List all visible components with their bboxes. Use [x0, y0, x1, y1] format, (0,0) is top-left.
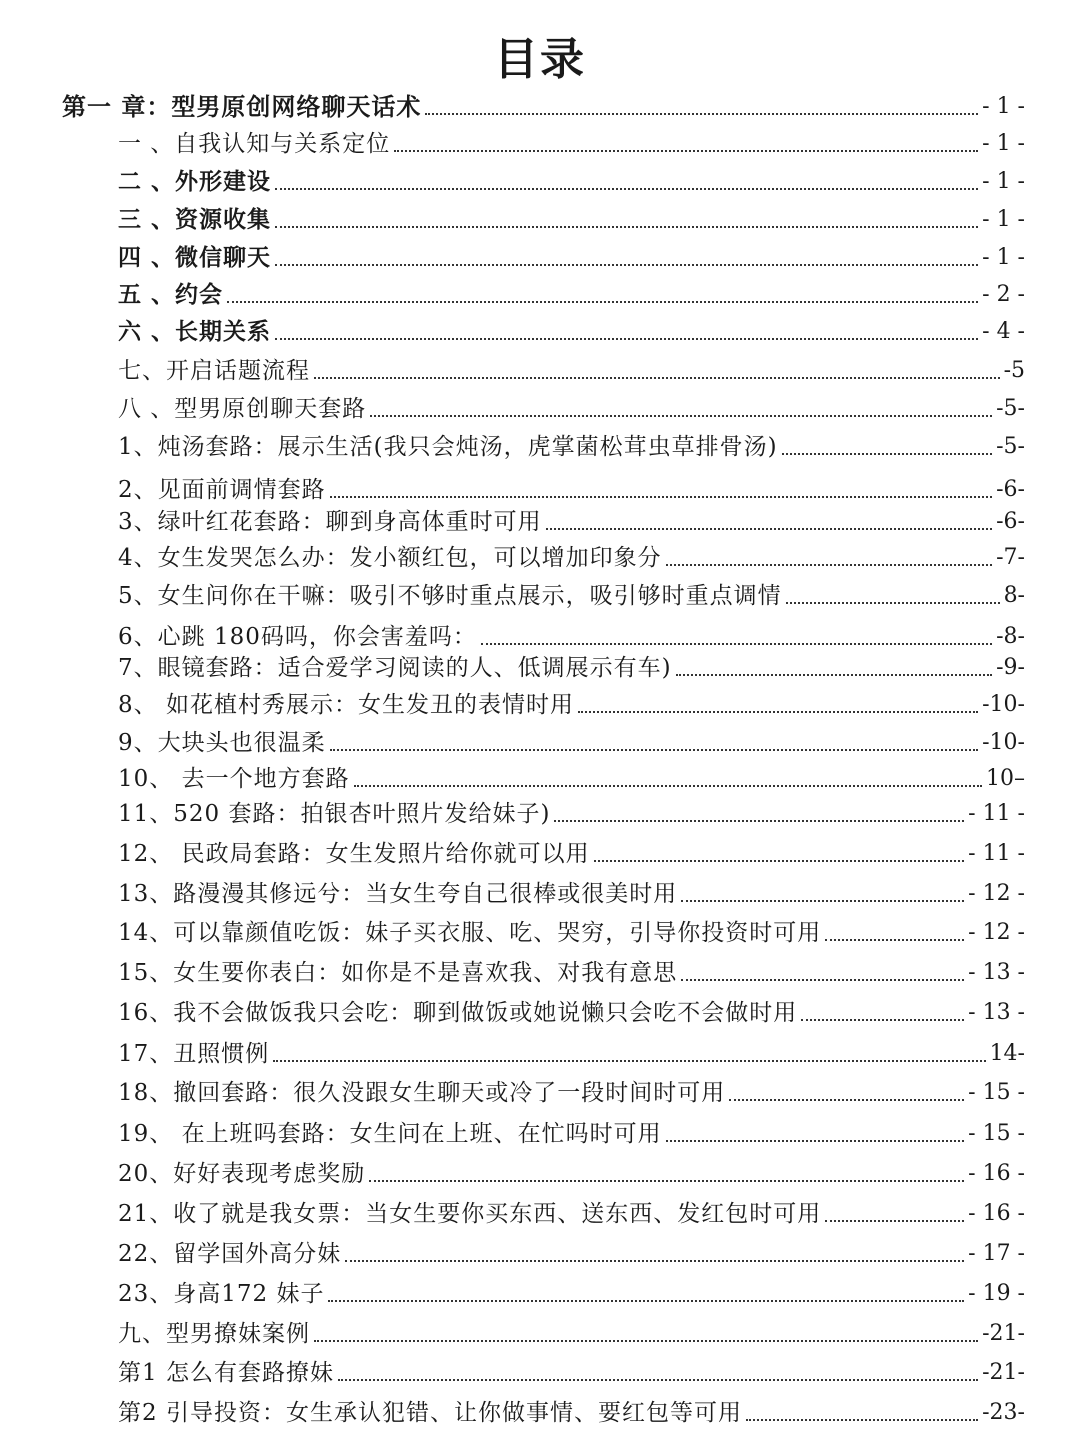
toc-entry-label: 15、女生要你表白：如你是不是喜欢我、对我有意思 [118, 960, 678, 986]
dot-leader [275, 226, 978, 228]
toc-entry-page: -7- [996, 545, 1025, 570]
toc-entry-page: - 12 - [968, 881, 1025, 906]
dot-leader [425, 113, 978, 115]
toc-entry-item-5 [118, 581, 1025, 611]
toc-entry-item-1 [118, 432, 1025, 462]
toc-entry-page: -21- [982, 1360, 1025, 1385]
dot-leader [594, 860, 965, 862]
toc-entry-label: 三 、资源收集 [118, 207, 272, 233]
toc-entry-item-15 [118, 958, 1025, 988]
toc-entry-page: - 1 - [982, 207, 1025, 232]
toc-entry-item-23 [118, 1279, 1025, 1309]
dot-leader [546, 528, 992, 530]
dot-leader [370, 415, 992, 417]
toc-entry-label: 1、炖汤套路：展示生活(我只会炖汤，虎掌菌松茸虫草排骨汤) [118, 434, 778, 460]
toc-entry-item-18 [118, 1078, 1025, 1108]
toc-entry-item-11 [118, 799, 1025, 829]
toc-entry-label: 3、绿叶红花套路：聊到身高体重时可用 [118, 509, 542, 535]
dot-leader [676, 674, 993, 676]
toc-entry-item-14 [118, 918, 1025, 948]
toc-entry-label: 9、大块头也很温柔 [118, 730, 326, 756]
dot-leader [314, 1340, 978, 1342]
toc-entry-label: 九、型男撩妹案例 [118, 1321, 310, 1347]
dot-leader [227, 301, 978, 303]
toc-entry-page: - 4 - [982, 319, 1025, 344]
toc-entry-section-7 [118, 356, 1025, 386]
dot-leader [330, 749, 978, 751]
toc-entry-page: - 1 - [982, 131, 1025, 156]
toc-entry-label: 2、见面前调情套路 [118, 477, 326, 503]
toc-entry-label: 18、撤回套路：很久没跟女生聊天或冷了一段时间时可用 [118, 1080, 726, 1106]
toc-entry-item-4 [118, 543, 1025, 573]
dot-leader [782, 453, 993, 455]
toc-entry-page: 8- [1003, 583, 1025, 608]
toc-entry-page: -21- [982, 1321, 1025, 1346]
toc-entry-label: 16、我不会做饭我只会吃：聊到做饭或她说懒只会吃不会做时用 [118, 1000, 798, 1026]
toc-entry-item-6 [118, 622, 1025, 652]
toc-entry-label: 四 、微信聊天 [118, 245, 272, 271]
dot-leader [666, 564, 992, 566]
toc-entry-label: 21、收了就是我女票：当女生要你买东西、送东西、发红包时可用 [118, 1201, 822, 1227]
toc-entry-label: 22、留学国外高分妹 [118, 1241, 342, 1267]
dot-leader [338, 1379, 978, 1381]
toc-entry-label: 二 、外形建设 [118, 169, 272, 195]
toc-entry-item-7 [118, 653, 1025, 683]
toc-entry-page: -6- [996, 477, 1025, 502]
dot-leader [578, 711, 978, 713]
toc-entry-page: - 17 - [968, 1241, 1025, 1266]
dot-leader [681, 979, 964, 981]
dot-leader [786, 602, 1000, 604]
toc-entry-label: 13、路漫漫其修远兮：当女生夸自己很棒或很美时用 [118, 881, 678, 907]
toc-entry-page: - 16 - [968, 1161, 1025, 1186]
toc-entry-page: -5- [996, 396, 1025, 421]
toc-entry-page: - 13 - [968, 960, 1025, 985]
toc-entry-label: 6、心跳 180码吗，你会害羞吗： [118, 624, 477, 650]
toc-entry-page: - 15 - [968, 1080, 1025, 1105]
toc-entry-item-16 [118, 998, 1025, 1028]
dot-leader [275, 188, 978, 190]
toc-entry-section-3 [118, 205, 1025, 235]
dot-leader [481, 643, 992, 645]
toc-entry-label: 14、可以靠颜值吃饭：妹子买衣服、吃、哭穷，引导你投资时可用 [118, 920, 822, 946]
toc-entry-label: 第一 章：型男原创网络聊天话术 [62, 93, 422, 121]
page-title: 目录 [494, 34, 586, 85]
toc-entry-item-9 [118, 728, 1025, 758]
dot-leader [273, 1060, 985, 1062]
dot-leader [554, 820, 964, 822]
dot-leader [345, 1260, 964, 1262]
toc-entry-label: 第1 怎么有套路撩妹 [118, 1360, 334, 1386]
dot-leader [328, 1300, 964, 1302]
toc-entry-case-1 [118, 1358, 1025, 1388]
toc-entry-page: - 11 - [968, 801, 1025, 826]
toc-entry-label: 8、 如花植村秀展示：女生发丑的表情时用 [118, 692, 574, 718]
toc-entry-label: 第2 引导投资：女生承认犯错、让你做事情、要红包等可用 [118, 1400, 742, 1426]
toc-entry-item-3 [118, 507, 1025, 537]
toc-entry-label: 七、开启话题流程 [118, 358, 310, 384]
toc-entry-label: 一 、自我认知与关系定位 [118, 131, 391, 157]
toc-entry-page: - 15 - [968, 1121, 1025, 1146]
toc-entry-section-6 [118, 317, 1025, 347]
toc-entry-label: 4、女生发哭怎么办：发小额红包，可以增加印象分 [118, 545, 662, 571]
toc-entry-item-20 [118, 1159, 1025, 1189]
toc-entry-section-5 [118, 280, 1025, 310]
toc-entry-item-21 [118, 1199, 1025, 1229]
toc-entry-page: 14- [989, 1041, 1025, 1066]
toc-entry-section-9 [118, 1319, 1025, 1349]
dot-leader [354, 785, 982, 787]
toc-entry-page: - 1 - [982, 94, 1025, 119]
toc-entry-label: 五 、约会 [118, 282, 224, 308]
toc-entry-label: 八 、型男原创聊天套路 [118, 396, 367, 422]
toc-entry-label: 17、丑照惯例 [118, 1041, 270, 1067]
toc-entry-item-17 [118, 1039, 1025, 1069]
toc-entry-page: - 12 - [968, 920, 1025, 945]
toc-entry-page: -23- [982, 1400, 1025, 1425]
toc-entry-section-8 [118, 394, 1025, 424]
toc-entry-page: - 1 - [982, 169, 1025, 194]
toc-entry-page: - 16 - [968, 1201, 1025, 1226]
toc-entry-case-2 [118, 1398, 1025, 1428]
toc-entry-label: 23、身高172 妹子 [118, 1281, 325, 1307]
dot-leader [275, 264, 978, 266]
dot-leader [746, 1419, 978, 1421]
toc-entry-page: 10– [986, 766, 1025, 791]
toc-entry-page: -10- [982, 730, 1025, 755]
toc-entry-page: -6- [996, 509, 1025, 534]
toc-entry-label: 5、女生问你在干嘛：吸引不够时重点展示，吸引够时重点调情 [118, 583, 782, 609]
toc-entry-page: -10- [982, 692, 1025, 717]
toc-entry-page: - 13 - [968, 1000, 1025, 1025]
toc-entry-label: 20、好好表现考虑奖励 [118, 1161, 366, 1187]
toc-entry-item-8 [118, 690, 1025, 720]
toc-entry-label: 六 、长期关系 [118, 319, 272, 345]
toc-entry-page: - 1 - [982, 245, 1025, 270]
toc-entry-item-19 [118, 1119, 1025, 1149]
toc-entry-label: 7、眼镜套路：适合爱学习阅读的人、低调展示有车) [118, 655, 672, 681]
toc-entry-item-2 [118, 475, 1025, 505]
toc-entry-chapter-1 [62, 92, 1025, 122]
toc-entry-page: -5- [996, 434, 1025, 459]
dot-leader [825, 939, 964, 941]
toc-entry-label: 10、 去一个地方套路 [118, 766, 350, 792]
toc-entry-page: -5 [1003, 358, 1025, 383]
toc-entry-item-22 [118, 1239, 1025, 1269]
toc-entry-item-13 [118, 879, 1025, 909]
toc-entry-item-12 [118, 839, 1025, 869]
toc-entry-page: - 11 - [968, 841, 1025, 866]
toc-entry-label: 19、 在上班吗套路：女生问在上班、在忙吗时可用 [118, 1121, 662, 1147]
dot-leader [801, 1019, 964, 1021]
dot-leader [314, 377, 1000, 379]
toc-entry-label: 11、520 套路：拍银杏叶照片发给妹子) [118, 801, 551, 827]
dot-leader [729, 1099, 964, 1101]
dot-leader [369, 1180, 964, 1182]
dot-leader [394, 150, 978, 152]
dot-leader [666, 1140, 965, 1142]
toc-entry-page: - 2 - [982, 282, 1025, 307]
dot-leader [275, 338, 978, 340]
dot-leader [681, 900, 964, 902]
toc-entry-section-1 [118, 129, 1025, 159]
toc-entry-page: -8- [996, 624, 1025, 649]
dot-leader [825, 1220, 964, 1222]
toc-entry-page: - 19 - [968, 1281, 1025, 1306]
toc-entry-item-10 [118, 764, 1025, 794]
toc-entry-section-2 [118, 167, 1025, 197]
toc-entry-label: 12、 民政局套路：女生发照片给你就可以用 [118, 841, 590, 867]
toc-entry-page: -9- [996, 655, 1025, 680]
dot-leader [330, 496, 992, 498]
toc-entry-section-4 [118, 243, 1025, 273]
